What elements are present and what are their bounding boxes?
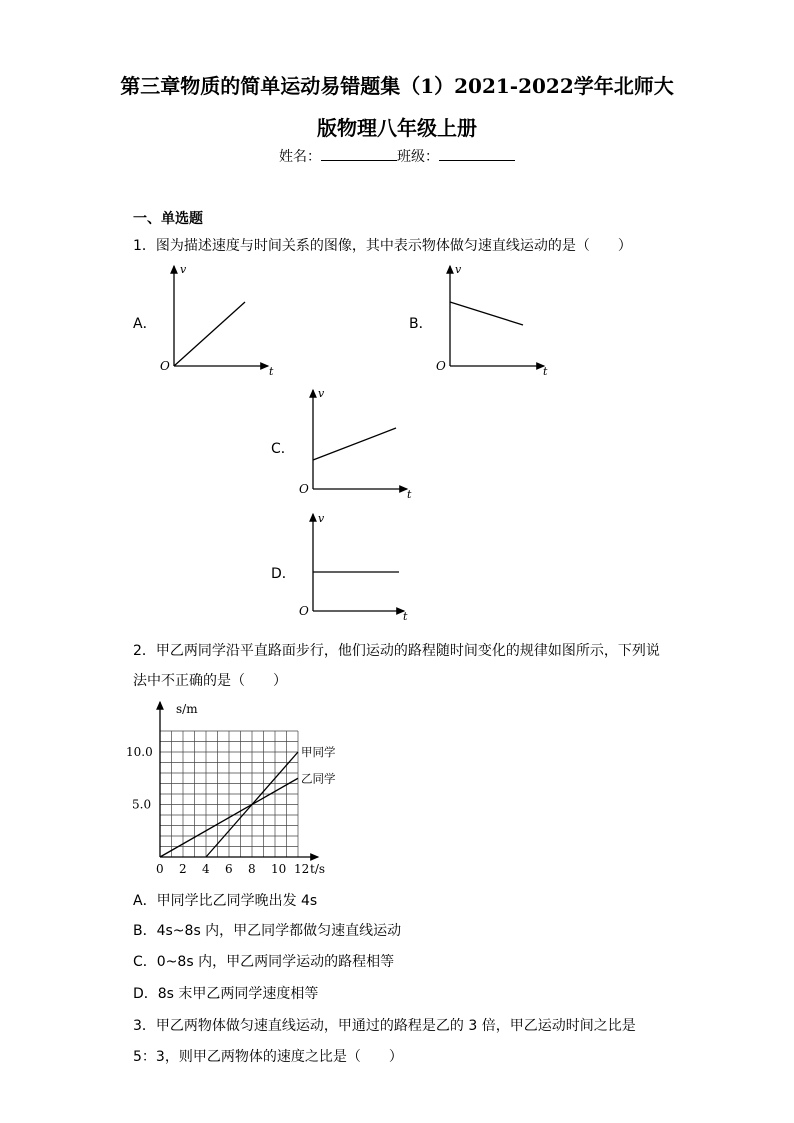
q1-b-t-label: t: [543, 365, 548, 378]
q2-x-axis-label: t/s: [310, 862, 326, 876]
q2-x-tick-label: 12: [294, 862, 310, 876]
q2-chart-grid: [160, 731, 298, 857]
q3-stem-line2: 5：3，则甲乙两物体的速度之比是（ ）: [133, 1049, 403, 1065]
document-title-line1: 第三章物质的简单运动易错题集（1）2021-2022学年北师大: [120, 74, 674, 98]
q2-y-tick-label: 10.0: [126, 745, 153, 759]
class-label: 班级：: [397, 149, 439, 165]
q2-option-c[interactable]: C．0~8s 内，甲乙两同学运动的路程相等: [133, 954, 395, 970]
document-title-line2: 版物理八年级上册: [317, 116, 477, 140]
q1-c-v-label: v: [318, 387, 325, 400]
q2-y-axis-label: s/m: [176, 702, 198, 716]
q1-b-origin-label: O: [436, 359, 446, 373]
name-label: 姓名：: [279, 149, 321, 165]
q1-a-t-label: t: [269, 365, 274, 378]
q1-c-origin-label: O: [299, 482, 309, 496]
q2-x-tick-label: 0: [156, 862, 164, 876]
q2-stem-line1: 2．甲乙两同学沿平直路面步行，他们运动的路程随时间变化的规律如图所示，下列说: [133, 643, 660, 659]
q2-x-tick-label: 4: [202, 862, 210, 876]
q1-option-b-label[interactable]: B．: [409, 316, 433, 332]
q1-c-t-label: t: [407, 488, 412, 501]
section-heading: 一、单选题: [133, 211, 203, 227]
q1-d-v-label: v: [318, 512, 325, 525]
q2-x-tick-label: 6: [225, 862, 233, 876]
q1-a-v-label: v: [180, 263, 187, 276]
q2-option-a[interactable]: A．甲同学比乙同学晚出发 4s: [133, 893, 318, 909]
q1-option-c-label[interactable]: C．: [271, 441, 295, 457]
q1-option-d-label[interactable]: D．: [271, 566, 296, 582]
q2-stem-line2: 法中不正确的是（ ）: [133, 673, 287, 689]
q2-option-d[interactable]: D．8s 末甲乙两同学速度相等: [133, 986, 319, 1002]
q2-option-b[interactable]: B．4s~8s 内，甲乙同学都做匀速直线运动: [133, 923, 402, 939]
q2-series-label-1: 乙同学: [301, 771, 336, 786]
q1-stem: 1．图为描述速度与时间关系的图像，其中表示物体做匀速直线运动的是（ ）: [133, 238, 632, 254]
q1-a-origin-label: O: [160, 359, 170, 373]
q2-series-label-0: 甲同学: [301, 745, 336, 759]
q2-y-tick-label: 5.0: [132, 797, 152, 812]
q1-b-v-label: v: [455, 263, 462, 276]
q1-d-t-label: t: [403, 610, 408, 623]
q1-option-a-label[interactable]: A．: [133, 316, 157, 332]
q2-x-tick-label: 10: [271, 862, 287, 876]
q1-d-origin-label: O: [299, 604, 309, 618]
q2-x-tick-label: 2: [179, 862, 187, 876]
q2-x-tick-label: 8: [248, 862, 256, 876]
q3-stem-line1: 3．甲乙两物体做匀速直线运动，甲通过的路程是乙的 3 倍，甲乙运动时间之比是: [133, 1018, 636, 1034]
